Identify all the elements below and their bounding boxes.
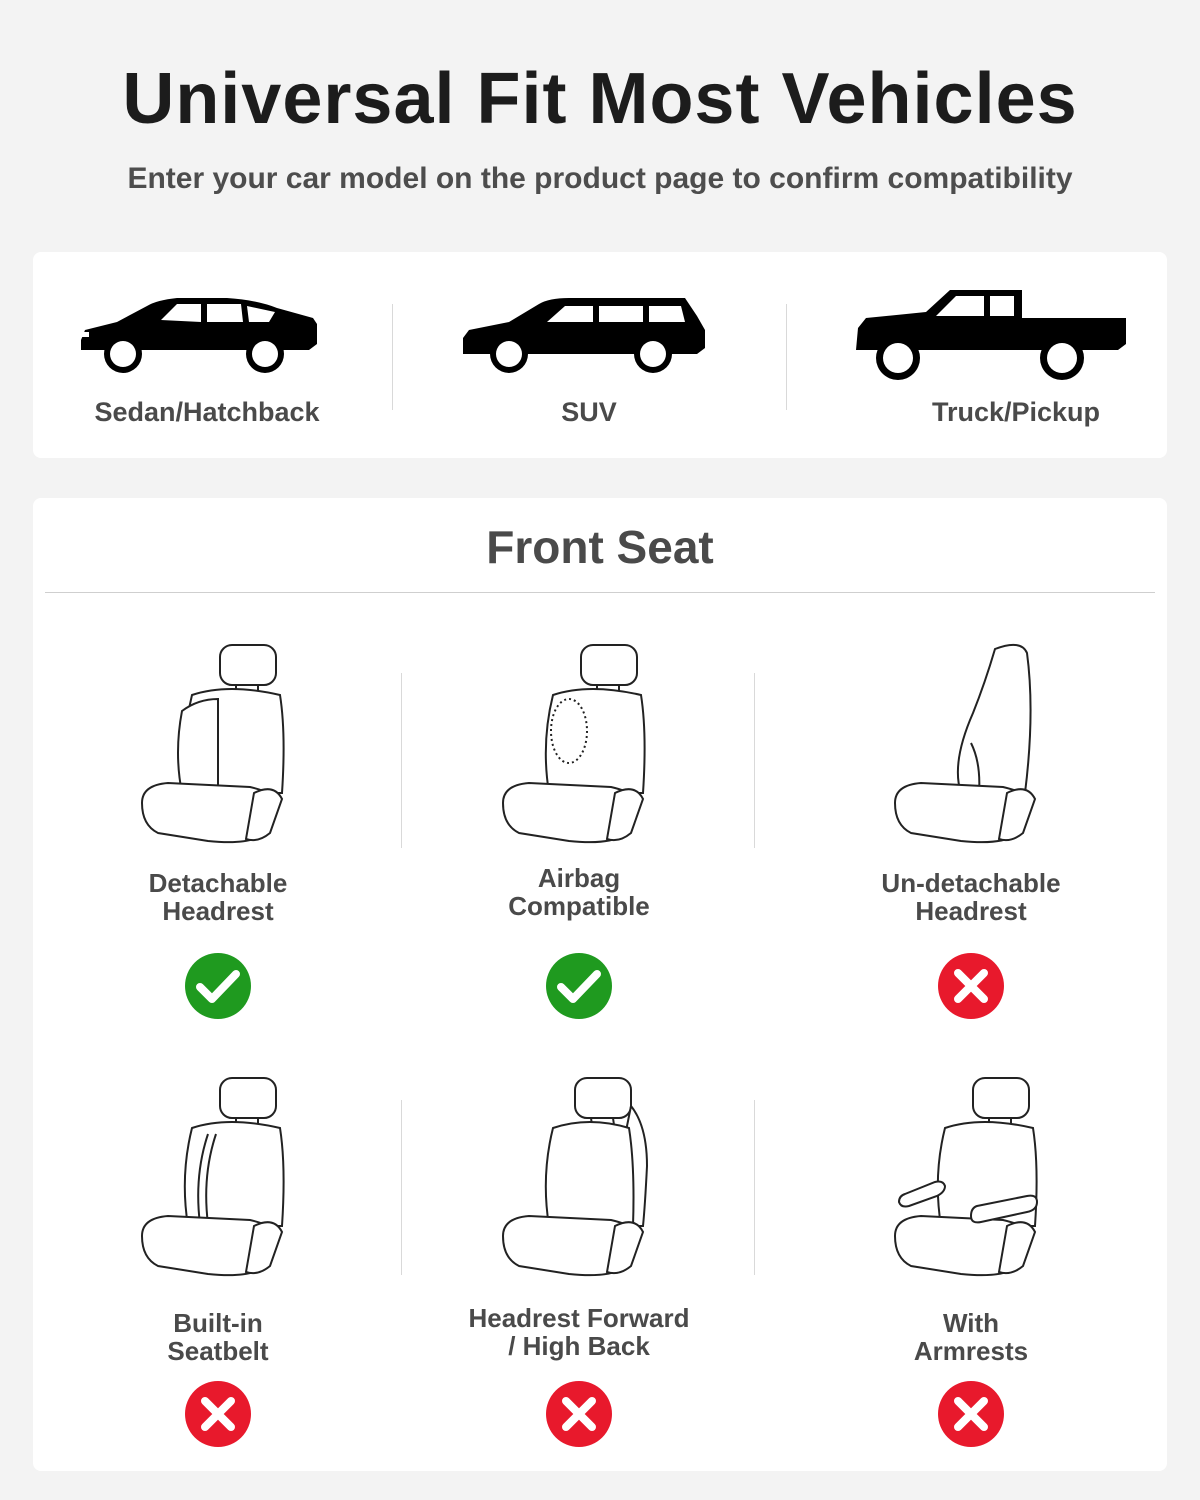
check-icon (545, 952, 613, 1020)
divider (786, 304, 787, 410)
feature-label-line1: Detachable (148, 868, 288, 898)
feature-label-line2: Seatbelt (167, 1336, 269, 1366)
feature-label-line2: Armrests (913, 1336, 1029, 1366)
feature-label-line1: Headrest Forward (468, 1303, 690, 1333)
feature-airbag-compatible (429, 643, 729, 1023)
title-divider (45, 592, 1155, 593)
feature-headrest-forward-high-back (429, 1076, 729, 1456)
cross-icon (545, 1380, 613, 1448)
feature-detachable-headrest (68, 643, 368, 1023)
divider (754, 1100, 755, 1275)
suv-icon (459, 296, 709, 378)
feature-label-line2: Headrest (915, 896, 1027, 926)
truck-icon (852, 288, 1128, 384)
seat-built-in-seatbelt-icon (138, 1076, 298, 1281)
feature-label-line1: Airbag (537, 863, 621, 893)
feature-with-armrests (821, 1076, 1121, 1456)
vehicle-suv (453, 252, 723, 458)
cross-icon (937, 952, 1005, 1020)
feature-label-line1: Built-in (173, 1308, 263, 1338)
cross-icon (937, 1380, 1005, 1448)
divider (401, 673, 402, 848)
divider (754, 673, 755, 848)
cross-icon (184, 1380, 252, 1448)
seat-airbag-icon (499, 643, 659, 848)
feature-label-line2: Headrest (162, 896, 274, 926)
page-subtitle: Enter your car model on the product page to confirm compatibility (127, 162, 1073, 195)
vehicle-truck (848, 252, 1148, 458)
vehicle-types-card (33, 252, 1167, 458)
divider (401, 1100, 402, 1275)
seat-with-armrests-icon (891, 1076, 1051, 1281)
check-icon (184, 952, 252, 1020)
seat-detachable-headrest-icon (138, 643, 298, 848)
seat-undetachable-headrest-icon (891, 643, 1051, 848)
vehicle-label: Sedan/Hatchback (94, 397, 320, 427)
feature-label-line1: Un-detachable (881, 868, 1061, 898)
divider (392, 304, 393, 410)
vehicle-label: SUV (561, 397, 617, 427)
vehicle-label: Truck/Pickup (931, 397, 1101, 427)
seat-headrest-forward-icon (499, 1076, 659, 1281)
feature-undetachable-headrest (821, 643, 1121, 1023)
section-title: Front Seat (486, 521, 714, 573)
feature-built-in-seatbelt (68, 1076, 368, 1456)
vehicle-sedan (73, 252, 333, 458)
page-title: Universal Fit Most Vehicles (122, 59, 1078, 139)
front-seat-card (33, 498, 1167, 1471)
feature-label-line2: Compatible (508, 891, 650, 921)
sedan-icon (77, 292, 321, 378)
feature-label-line2: / High Back (508, 1331, 650, 1361)
feature-label-line1: With (942, 1308, 1000, 1338)
